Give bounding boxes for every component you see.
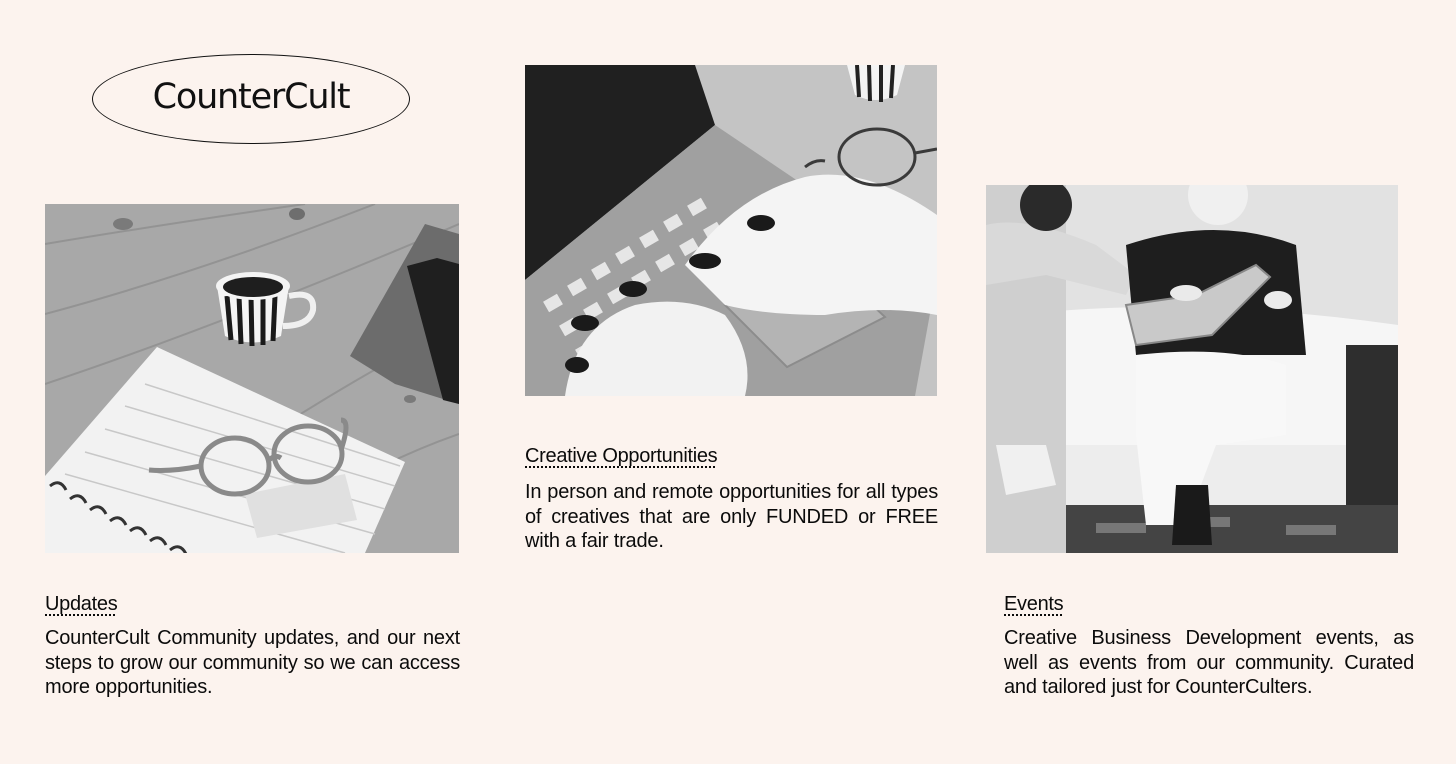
updates-description: CounterCult Community updates, and our next steps to grow our community so we can access more opportunities. xyxy=(45,627,460,698)
updates-photo xyxy=(45,204,459,553)
events-heading[interactable]: Events xyxy=(1004,593,1064,615)
creative-opportunities-heading[interactable]: Creative Opportunities xyxy=(525,445,718,467)
creative-photo xyxy=(525,65,937,396)
logo xyxy=(92,54,410,144)
updates-heading[interactable]: Updates xyxy=(45,593,118,615)
logo-text: CounterCult xyxy=(152,77,350,117)
events-photo xyxy=(986,185,1398,553)
creative-opportunities-description: In person and remote opportunities for all types of creatives that are only FUNDED or FREE with a fair trade. xyxy=(525,481,938,552)
events-description: Creative Business Development events, as well as events from our community. Curated and tailored just for CounterCulters. xyxy=(1004,627,1414,698)
